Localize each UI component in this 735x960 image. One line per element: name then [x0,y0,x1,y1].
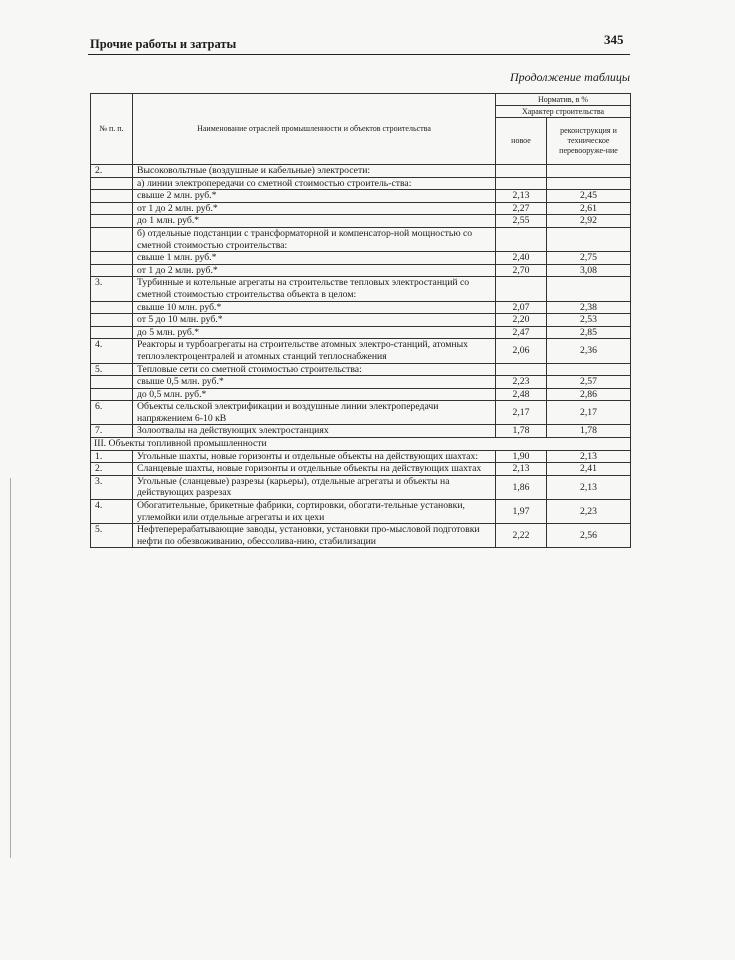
value-reconstruction: 2,41 [547,463,631,476]
table-row [91,165,631,178]
value-new: 2,20 [496,314,547,327]
value-new: 1,86 [496,475,547,499]
col-header-number: № п. п. [91,94,133,165]
value-new [496,177,547,190]
section-row [91,438,631,451]
value-new: 2,48 [496,388,547,401]
value-reconstruction: 3,08 [547,264,631,277]
row-number: 5. [91,524,133,548]
header-rule [88,54,630,55]
row-name: свыше 0,5 млн. руб.* [133,376,496,389]
table-row [91,388,631,401]
row-number: 6. [91,401,133,425]
row-name: до 1 млн. руб.* [133,215,496,228]
value-new: 2,17 [496,401,547,425]
row-name: Угольные шахты, новые горизонты и отдельные объекты на действующих шахтах: [133,450,496,463]
value-new: 2,06 [496,339,547,363]
value-new: 2,70 [496,264,547,277]
table-row [91,190,631,203]
col-header-norm: Норматив, в % [496,94,631,106]
table-row [91,339,631,363]
col-header-character: Характер строительства [496,106,631,118]
row-number [91,301,133,314]
table-row [91,177,631,190]
table-row [91,450,631,463]
value-new: 1,97 [496,500,547,524]
col-header-new: новое [496,118,547,165]
col-header-reconstruction: реконструкция и техническое перевооруже-ние [547,118,631,165]
value-new: 1,90 [496,450,547,463]
row-number: 2. [91,165,133,178]
value-reconstruction: 1,78 [547,425,631,438]
table-continuation-caption: Продолжение таблицы [509,70,630,84]
value-reconstruction: 2,61 [547,202,631,215]
row-name: Сланцевые шахты, новые горизонты и отдельные объекты на действующих шахтах [133,463,496,476]
value-reconstruction: 2,38 [547,301,631,314]
row-name: Турбинные и котельные агрегаты на строительстве тепловых электростанций со сметной стоимостью строительства объекта в целом: [133,277,496,301]
table-row [91,524,631,548]
value-reconstruction: 2,56 [547,524,631,548]
table-row [91,363,631,376]
row-number: 4. [91,339,133,363]
table-row [91,301,631,314]
row-name: б) отдельные подстанции с трансформаторной и компенсатор-ной мощностью со сметной стоимостью строительства: [133,227,496,251]
row-name: свыше 1 млн. руб.* [133,252,496,265]
running-header-title: Прочие работы и затраты [90,37,237,51]
value-new: 2,40 [496,252,547,265]
row-name: Объекты сельской электрификации и воздушные линии электропередачи напряжением 6-10 кВ [133,401,496,425]
table-row [91,252,631,265]
table-row [91,264,631,277]
value-reconstruction: 2,45 [547,190,631,203]
table-row [91,463,631,476]
value-new: 2,55 [496,215,547,228]
value-new: 2,27 [496,202,547,215]
value-reconstruction: 2,13 [547,450,631,463]
row-number [91,252,133,265]
value-new: 2,07 [496,301,547,314]
row-number [91,376,133,389]
value-new: 1,78 [496,425,547,438]
row-number: 5. [91,363,133,376]
row-number [91,314,133,327]
row-number [91,215,133,228]
value-reconstruction: 2,85 [547,326,631,339]
value-new: 2,13 [496,463,547,476]
row-number [91,177,133,190]
value-reconstruction [547,227,631,251]
row-number: 7. [91,425,133,438]
row-name: от 5 до 10 млн. руб.* [133,314,496,327]
table-row [91,215,631,228]
value-reconstruction [547,177,631,190]
section-heading: III. Объекты топливной промышленности [91,438,631,451]
value-new [496,227,547,251]
row-number: 2. [91,463,133,476]
row-number [91,227,133,251]
row-number [91,264,133,277]
row-name: Нефтеперерабатывающие заводы, установки, установки про-мысловой подготовки нефти по обезвоживанию, обессолива-нию, стабилизации [133,524,496,548]
table-row [91,277,631,301]
row-name: свыше 10 млн. руб.* [133,301,496,314]
row-name: Обогатительные, брикетные фабрики, сортировки, обогати-тельные установки, углемойки или отдельные агрегаты и их цехи [133,500,496,524]
table-row [91,401,631,425]
value-reconstruction [547,277,631,301]
row-name: от 1 до 2 млн. руб.* [133,202,496,215]
value-reconstruction: 2,36 [547,339,631,363]
value-reconstruction: 2,17 [547,401,631,425]
value-reconstruction: 2,92 [547,215,631,228]
row-number [91,326,133,339]
row-number: 4. [91,500,133,524]
value-reconstruction: 2,75 [547,252,631,265]
value-new: 2,47 [496,326,547,339]
value-new [496,277,547,301]
value-reconstruction [547,165,631,178]
value-reconstruction: 2,86 [547,388,631,401]
row-name: Золоотвалы на действующих электростанциях [133,425,496,438]
row-name: Реакторы и турбоагрегаты на строительстве атомных электро-станций, атомных теплоэлектроцентралей и атомных станций теплоснабжения [133,339,496,363]
row-name: Угольные (сланцевые) разрезы (карьеры), отдельные агрегаты и объекты на действующих разрезах [133,475,496,499]
row-number: 3. [91,475,133,499]
value-reconstruction [547,363,631,376]
value-new: 2,13 [496,190,547,203]
row-name: до 5 млн. руб.* [133,326,496,339]
table-row [91,500,631,524]
value-reconstruction: 2,57 [547,376,631,389]
row-number [91,388,133,401]
row-number [91,202,133,215]
value-new [496,165,547,178]
row-number [91,190,133,203]
table-row [91,202,631,215]
table-row [91,425,631,438]
table-row [91,227,631,251]
table-row [91,376,631,389]
row-name: до 0,5 млн. руб.* [133,388,496,401]
table-row [91,314,631,327]
row-name: свыше 2 млн. руб.* [133,190,496,203]
norms-table [90,93,631,548]
row-number: 1. [91,450,133,463]
row-name: Высоковольтные (воздушные и кабельные) электросети: [133,165,496,178]
row-name: а) линии электропередачи со сметной стоимостью строитель-ства: [133,177,496,190]
row-number: 3. [91,277,133,301]
value-new: 2,23 [496,376,547,389]
row-name: от 1 до 2 млн. руб.* [133,264,496,277]
value-reconstruction: 2,23 [547,500,631,524]
table-body [91,165,631,548]
value-new: 2,22 [496,524,547,548]
value-reconstruction: 2,53 [547,314,631,327]
value-reconstruction: 2,13 [547,475,631,499]
col-header-name: Наименование отраслей промышленности и объектов строительства [133,94,496,165]
page-number: 345 [604,32,624,47]
scan-margin-line [0,478,11,858]
table-row [91,326,631,339]
row-name: Тепловые сети со сметной стоимостью строительства: [133,363,496,376]
table-row [91,475,631,499]
value-new [496,363,547,376]
